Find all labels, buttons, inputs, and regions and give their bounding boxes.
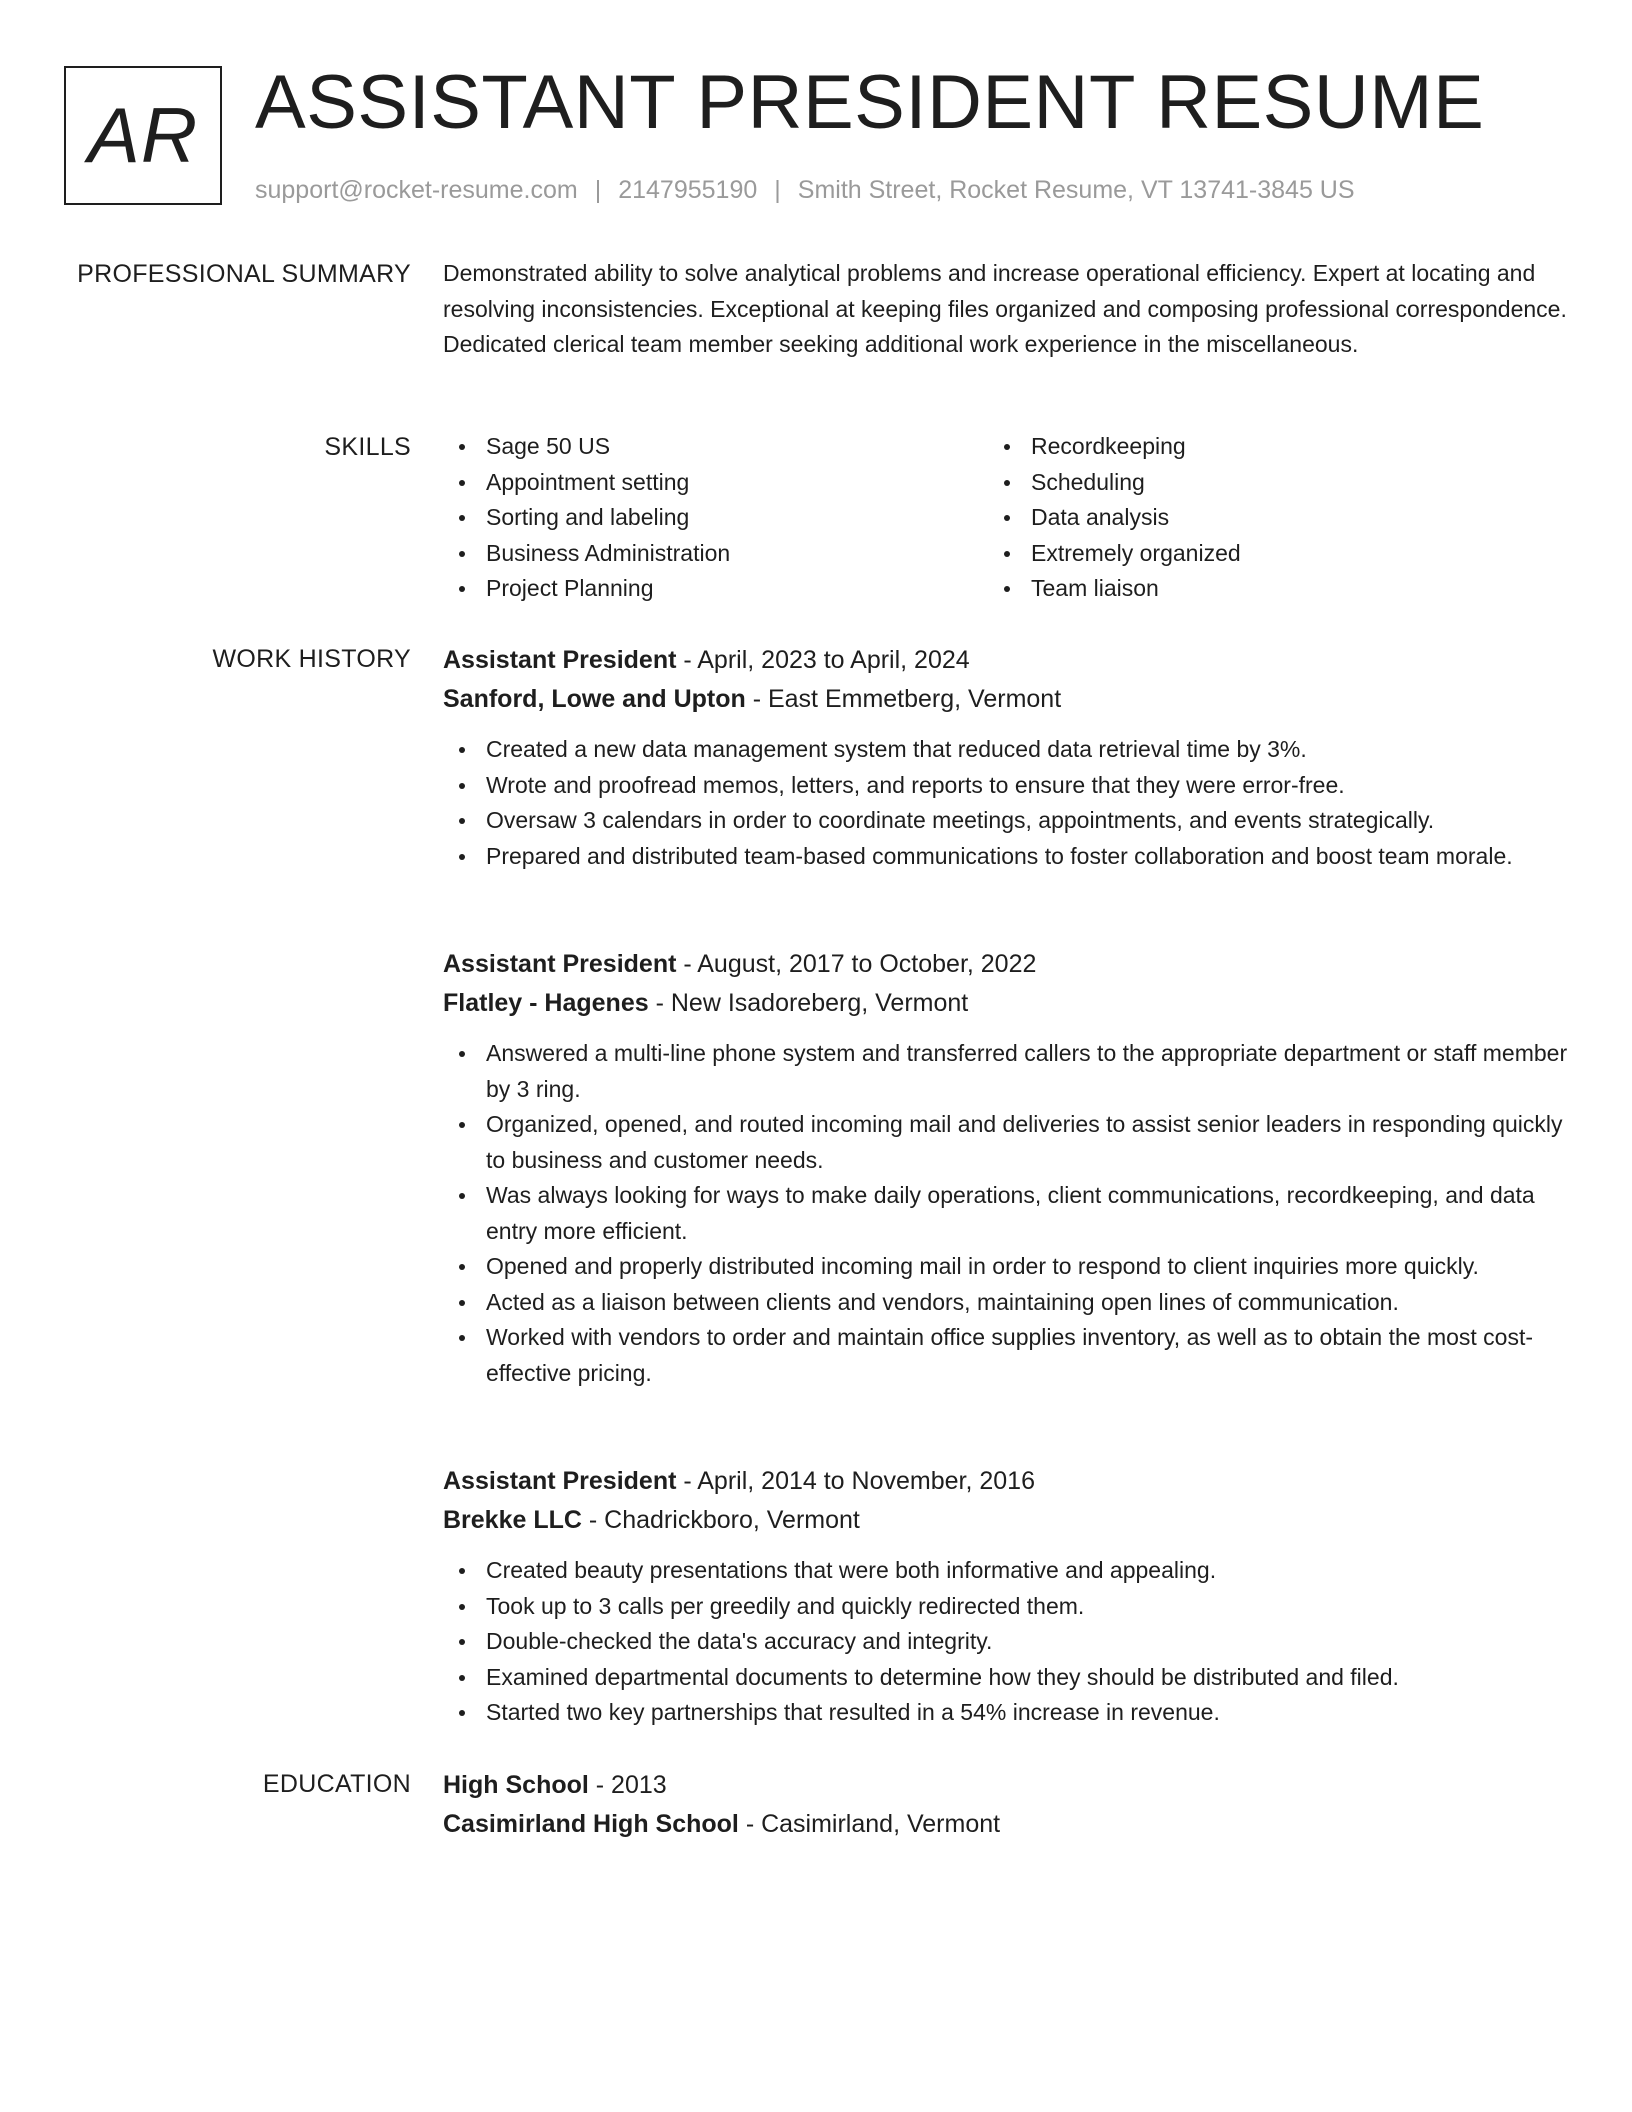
job-dates: - April, 2014 to November, 2016 [676,1467,1035,1495]
section-label-education: EDUCATION [262,1770,411,1798]
skills-list-left [443,429,988,607]
resume-title: ASSISTANT PRESIDENT RESUME [255,60,1485,145]
skills-list-right [988,429,1533,607]
skill-item: Data analysis [988,500,1533,536]
job-dates: - August, 2017 to October, 2022 [676,950,1037,978]
education-year: - 2013 [588,1771,667,1799]
education-degree-line [443,1766,1568,1805]
job-title: Assistant President [443,950,677,978]
job-title: Assistant President [443,1467,677,1495]
job-company: Flatley - Hagenes [443,989,649,1017]
skill-item: Business Administration [443,536,988,572]
education-location: - Casimirland, Vermont [738,1810,1001,1838]
job-entry [443,641,1568,874]
job-bullet: Prepared and distributed team-based communications to foster collaboration and boost team morale. [443,839,1568,875]
job-bullets [443,1553,1568,1731]
contact-separator: | [594,176,602,204]
job-bullet: Was always looking for ways to make daily operations, client communications, recordkeeping, and data entry more efficient. [443,1178,1568,1249]
job-company: Sanford, Lowe and Upton [443,685,746,713]
education-school-line [443,1805,1568,1844]
monogram-box [64,66,222,205]
job-bullets [443,732,1568,874]
job-company: Brekke LLC [443,1506,582,1534]
skill-item: Project Planning [443,571,988,607]
job-location: - East Emmetberg, Vermont [745,685,1062,713]
skill-item: Extremely organized [988,536,1533,572]
job-bullet: Started two key partnerships that resulted in a 54% increase in revenue. [443,1695,1568,1731]
contact-line [255,175,1355,205]
job-company-line [443,680,1568,719]
resume-header [64,60,1568,209]
job-bullet: Acted as a liaison between clients and vendors, maintaining open lines of communication. [443,1285,1568,1321]
job-bullet: Double-checked the data's accuracy and integrity. [443,1624,1568,1660]
job-title: Assistant President [443,646,677,674]
job-bullet: Oversaw 3 calendars in order to coordinate meetings, appointments, and events strategically. [443,803,1568,839]
skill-item: Recordkeeping [988,429,1533,465]
contact-email: support@rocket-resume.com [255,176,578,204]
job-bullet: Organized, opened, and routed incoming mail and deliveries to assist senior leaders in responding quickly to business and customer needs. [443,1107,1568,1178]
job-bullet: Wrote and proofread memos, letters, and reports to ensure that they were error-free. [443,768,1568,804]
job-bullet: Created beauty presentations that were both informative and appealing. [443,1553,1568,1589]
section-label-skills: SKILLS [324,433,411,461]
skill-item: Sage 50 US [443,429,988,465]
skill-item: Appointment setting [443,465,988,501]
job-entry [443,945,1568,1391]
job-dates: - April, 2023 to April, 2024 [676,646,970,674]
education-degree: High School [443,1771,589,1799]
monogram-initials: AR [87,91,199,179]
job-company-line [443,984,1568,1023]
job-bullet: Took up to 3 calls per greedily and quickly redirected them. [443,1589,1568,1625]
job-title-line [443,945,1568,984]
education-school: Casimirland High School [443,1810,739,1838]
skill-item: Sorting and labeling [443,500,988,536]
job-title-line [443,641,1568,680]
job-entry [443,1462,1568,1731]
skill-item: Scheduling [988,465,1533,501]
job-bullet: Worked with vendors to order and maintain office supplies inventory, as well as to obtain the most cost-effective pricing. [443,1320,1568,1391]
job-bullet: Opened and properly distributed incoming mail in order to respond to client inquiries more quickly. [443,1249,1568,1285]
contact-address: Smith Street, Rocket Resume, VT 13741-3845 US [797,176,1355,204]
contact-phone: 2147955190 [618,176,758,204]
job-title-line [443,1462,1568,1501]
job-company-line [443,1501,1568,1540]
job-bullet: Created a new data management system that reduced data retrieval time by 3%. [443,732,1568,768]
section-label-summary: PROFESSIONAL SUMMARY [77,260,411,288]
section-label-work-history: WORK HISTORY [212,645,411,673]
job-location: - Chadrickboro, Vermont [581,1506,860,1534]
job-bullet: Examined departmental documents to determine how they should be distributed and filed. [443,1660,1568,1696]
job-bullet: Answered a multi-line phone system and transferred callers to the appropriate department or staff member by 3 ring. [443,1036,1568,1107]
job-location: - New Isadoreberg, Vermont [648,989,969,1017]
contact-separator: | [774,176,781,204]
job-bullets [443,1036,1568,1391]
skill-item: Team liaison [988,571,1533,607]
summary-text: Demonstrated ability to solve analytical problems and increase operational efficiency. Expert at locating and resolving inconsistencies. Exceptional at keeping files organized and composing professional correspondence. Dedicated clerical team member seeking additional work experience in the miscellaneous. [443,260,1567,357]
